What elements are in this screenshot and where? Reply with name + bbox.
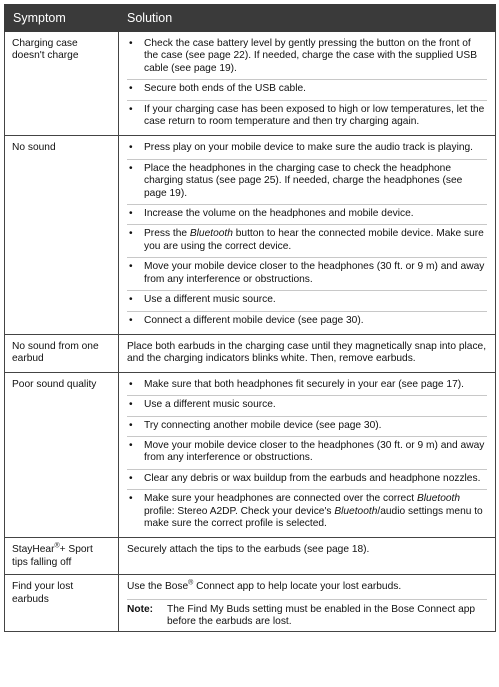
table-row: [5, 334, 496, 372]
list-item-text: Press the Bluetooth button to hear the connected mobile device. Make sure you are using the correct device.: [144, 228, 484, 252]
bullet-icon: •: [129, 439, 133, 451]
bullet-icon: •: [129, 103, 133, 115]
list-item: [127, 417, 487, 437]
bullet-icon: •: [129, 162, 133, 174]
symptom-cell: Poor sound quality: [5, 372, 119, 538]
troubleshooting-table: [4, 4, 496, 632]
list-item-text: Use a different music source.: [144, 399, 276, 411]
solution-cell: [119, 334, 496, 372]
list-item-text: Make sure your headphones are connected over the correct Bluetooth profile: Stereo A2DP. Check your device's Bluetooth/audio settings menu to make sure the correct profile is selected.: [144, 493, 483, 529]
table-header-row: [5, 5, 496, 32]
solution-cell: [119, 538, 496, 575]
list-item: [127, 291, 487, 311]
solution-text: Securely attach the tips to the earbuds (see page 18).: [127, 544, 370, 556]
registered-mark: ®: [188, 579, 194, 587]
solution-text: Place both earbuds in the charging case until they magnetically snap into place, and the charging indicators blinks white. Then, remove earbuds.: [127, 340, 487, 365]
solution-list: [127, 139, 487, 330]
list-item: [127, 396, 487, 416]
solution-cell: [119, 372, 496, 538]
bluetooth-term: Bluetooth: [334, 505, 378, 517]
list-item: [127, 258, 487, 291]
registered-mark: ®: [54, 542, 60, 550]
symptom-main: StayHear: [12, 544, 55, 556]
bullet-icon: •: [129, 493, 133, 505]
list-item-text: Make sure that both headphones fit securely in your ear (see page 17).: [144, 378, 464, 390]
table-row: [5, 32, 496, 136]
list-item: [127, 312, 487, 331]
table-row: [5, 538, 496, 575]
list-item-text: Connect a different mobile device (see page 30).: [144, 314, 364, 326]
list-item-text: Press play on your mobile device to make sure the audio track is playing.: [144, 142, 473, 154]
header-solution: Solution: [119, 5, 496, 32]
list-item-text: Increase the volume on the headphones and mobile device.: [144, 208, 414, 220]
solution-cell: [119, 575, 496, 632]
symptom-rest: + Sport tips falling off: [12, 544, 93, 568]
bluetooth-term: Bluetooth: [416, 493, 461, 505]
solution-text-main: Use the Bose: [127, 581, 189, 593]
list-item: [127, 35, 487, 80]
solution-text-rest: Connect app to help locate your lost earbuds.: [193, 581, 402, 593]
list-item: [127, 101, 487, 133]
list-item: [127, 205, 487, 225]
troubleshooting-table-container: [4, 4, 495, 632]
list-item: [127, 376, 487, 396]
list-item-text: Place the headphones in the charging case to check the headphone charging status (see page 25). If needed, charge the headphones (see page 19).: [144, 162, 463, 199]
bullet-icon: •: [129, 399, 133, 411]
table-row: [5, 575, 496, 632]
solution-text: [127, 578, 487, 599]
list-item: [127, 470, 487, 490]
note-label: Note:: [127, 603, 154, 615]
note: [127, 600, 487, 629]
bullet-icon: •: [129, 261, 133, 273]
bullet-icon: •: [129, 294, 133, 306]
bullet-icon: •: [129, 208, 133, 220]
list-item: [127, 139, 487, 159]
list-item: [127, 437, 487, 470]
bullet-icon: •: [129, 228, 133, 240]
list-item-text: If your charging case has been exposed to high or low temperatures, let the case return to room temperature and then try charging again.: [144, 103, 485, 128]
bullet-icon: •: [129, 378, 133, 390]
solution-list: [127, 35, 487, 132]
bullet-icon: •: [129, 314, 133, 326]
table-row: [5, 136, 496, 334]
symptom-cell: No sound from one earbud: [5, 334, 119, 372]
header-symptom: Symptom: [5, 5, 119, 32]
symptom-cell: Find your lost earbuds: [5, 575, 119, 632]
list-item-text: Check the case battery level by gently pressing the button on the front of the case (see page 22). If needed, charge the case with the supplied USB cable (see page 19).: [144, 38, 478, 74]
list-item-text: Move your mobile device closer to the headphones (30 ft. or 9 m) and away from any interference or obstructions.: [144, 439, 485, 464]
list-item-text: Use a different music source.: [144, 294, 276, 306]
table-row: [5, 372, 496, 538]
symptom-cell: [5, 538, 119, 575]
bullet-icon: •: [129, 38, 133, 49]
symptom-cell: Charging case doesn't charge: [5, 32, 119, 136]
note-text: The Find My Buds setting must be enabled in the Bose Connect app before the earbuds are lost.: [167, 603, 476, 627]
list-item: [127, 490, 487, 534]
list-item: [127, 225, 487, 258]
bullet-icon: •: [129, 142, 133, 154]
list-item-text: Secure both ends of the USB cable.: [144, 83, 306, 95]
list-item-text: Clear any debris or wax buildup from the earbuds and headphone nozzles.: [144, 472, 481, 484]
symptom-cell: No sound: [5, 136, 119, 334]
list-item: [127, 80, 487, 100]
bullet-icon: •: [129, 83, 133, 95]
list-item: [127, 160, 487, 205]
solution-cell: [119, 32, 496, 136]
bullet-icon: •: [129, 419, 133, 431]
bullet-icon: •: [129, 472, 133, 484]
solution-list: [127, 376, 487, 535]
list-item-text: Try connecting another mobile device (see page 30).: [144, 419, 382, 431]
solution-cell: [119, 136, 496, 334]
bluetooth-term: Bluetooth: [189, 228, 233, 240]
list-item-text: Move your mobile device closer to the headphones (30 ft. or 9 m) and away from any interference or obstructions.: [144, 261, 485, 285]
